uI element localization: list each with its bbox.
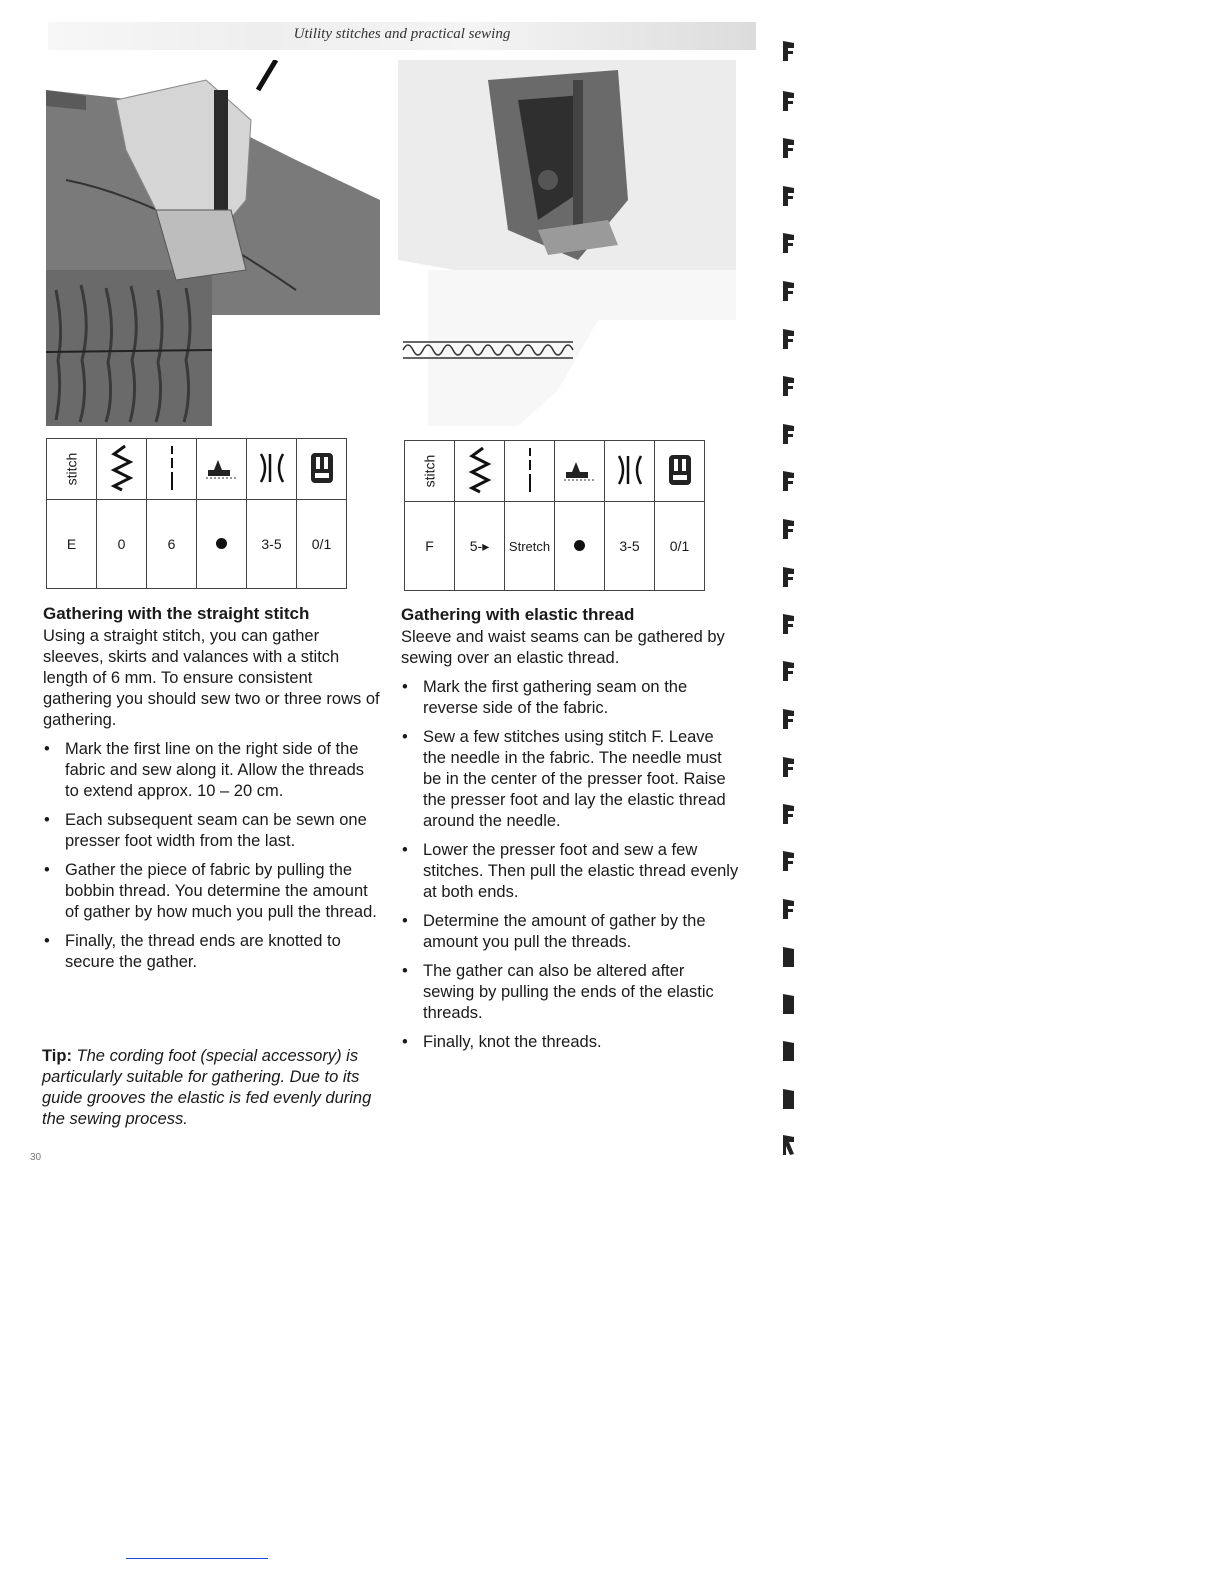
binding-tab-icon [782, 1088, 796, 1110]
left-photo [46, 60, 380, 426]
list-item: • Gather the piece of fabric by pulling the bobbin thread. You determine the amount of gather by how much you pull the thread. [43, 860, 381, 923]
binding-tab-icon [782, 566, 796, 588]
section-intro: Sleeve and waist seams can be gathered by sewing over an elastic thread. [401, 628, 725, 667]
stitch-label: stitch [63, 452, 80, 486]
stitch-label: stitch [421, 454, 438, 488]
binding-tab-icon [782, 328, 796, 350]
binding-tab-icon [782, 708, 796, 730]
section-heading: Gathering with elastic thread [401, 605, 635, 624]
section-intro: Using a straight stitch, you can gather sleeves, skirts and valances with a stitch length of 6 mm. To ensure consistent gathering you should sew two or three rows of gathering. [43, 627, 380, 729]
binding-tab-icon [782, 40, 796, 62]
footer-rule [126, 1558, 268, 1559]
length-value: 6 [147, 500, 197, 589]
list-item: • Mark the first gathering seam on the reverse side of the fabric. [401, 677, 739, 719]
width-value: 5-▸ [455, 502, 505, 591]
feed-dog-value [555, 502, 605, 591]
left-stitch-table [46, 438, 347, 589]
binding-tab-icon [782, 1134, 796, 1156]
stitch-value: F [405, 502, 455, 591]
bullet-dot-icon [574, 540, 585, 551]
binding-tab-icon [782, 185, 796, 207]
feed-dog-value [197, 500, 247, 589]
stitch-length-icon [505, 441, 555, 502]
binding-tab-icon [782, 660, 796, 682]
right-photo [398, 60, 736, 426]
foot-value: 0/1 [297, 500, 347, 589]
bullet-dot-icon [216, 538, 227, 549]
tension-icon [247, 439, 297, 500]
binding-tab-strip [778, 40, 808, 1170]
binding-tab-icon [782, 137, 796, 159]
list-item: • Each subsequent seam can be sewn one presser foot width from the last. [43, 810, 381, 852]
binding-tab-icon [782, 803, 796, 825]
tension-icon [605, 441, 655, 502]
tension-value: 3-5 [247, 500, 297, 589]
width-value: 0 [97, 500, 147, 589]
list-item: • Sew a few stitches using stitch F. Leave the needle in the fabric. The needle must be in the center of the presser foot. Raise the presser foot and lay the elastic thread around the needle. [401, 727, 739, 832]
length-value: Stretch [505, 502, 555, 591]
list-item: • Lower the presser foot and sew a few stitches. Then pull the elastic thread evenly at both ends. [401, 840, 739, 903]
binding-tab-icon [782, 613, 796, 635]
tip-label: Tip: [42, 1047, 72, 1065]
stitch-value: E [47, 500, 97, 589]
binding-tab-icon [782, 850, 796, 872]
binding-tab-icon [782, 423, 796, 445]
list-item: • Finally, knot the threads. [401, 1032, 739, 1053]
binding-tab-icon [782, 90, 796, 112]
binding-tab-icon [782, 375, 796, 397]
running-header [48, 22, 756, 50]
zigzag-width-icon [455, 441, 505, 502]
list-item: • Mark the first line on the right side of the fabric and sew along it. Allow the threads to extend approx. 10 – 20 cm. [43, 739, 381, 802]
presser-foot-icon [297, 439, 347, 500]
stitch-length-icon [147, 439, 197, 500]
list-item: • Finally, the thread ends are knotted to secure the gather. [43, 931, 381, 973]
binding-tab-icon [782, 518, 796, 540]
page-number: 30 [30, 1152, 42, 1163]
left-text-column [43, 603, 381, 981]
instruction-list [401, 677, 739, 1053]
foot-value: 0/1 [655, 502, 705, 591]
feed-dog-icon [197, 439, 247, 500]
instruction-list [43, 739, 381, 973]
stitch-label-cell [405, 441, 455, 502]
section-heading: Gathering with the straight stitch [43, 604, 310, 623]
tip-text: The cording foot (special accessory) is particularly suitable for gathering. Due to its guide grooves the elastic is fed evenly during the sewing process. [42, 1047, 372, 1128]
presser-foot-icon [655, 441, 705, 502]
right-stitch-table [404, 440, 705, 591]
right-text-column [401, 604, 739, 1061]
tip-note [42, 1046, 382, 1130]
list-item: • Determine the amount of gather by the amount you pull the threads. [401, 911, 739, 953]
binding-tab-icon [782, 993, 796, 1015]
binding-tab-icon [782, 280, 796, 302]
feed-dog-icon [555, 441, 605, 502]
binding-tab-icon [782, 1040, 796, 1062]
binding-tab-icon [782, 898, 796, 920]
tension-value: 3-5 [605, 502, 655, 591]
binding-tab-icon [782, 756, 796, 778]
list-item: • The gather can also be altered after sewing by pulling the ends of the elastic threads. [401, 961, 739, 1024]
binding-tab-icon [782, 946, 796, 968]
stitch-label-cell [47, 439, 97, 500]
header-title: Utility stitches and practical sewing [293, 26, 511, 42]
zigzag-width-icon [97, 439, 147, 500]
binding-tab-icon [782, 470, 796, 492]
binding-tab-icon [782, 232, 796, 254]
